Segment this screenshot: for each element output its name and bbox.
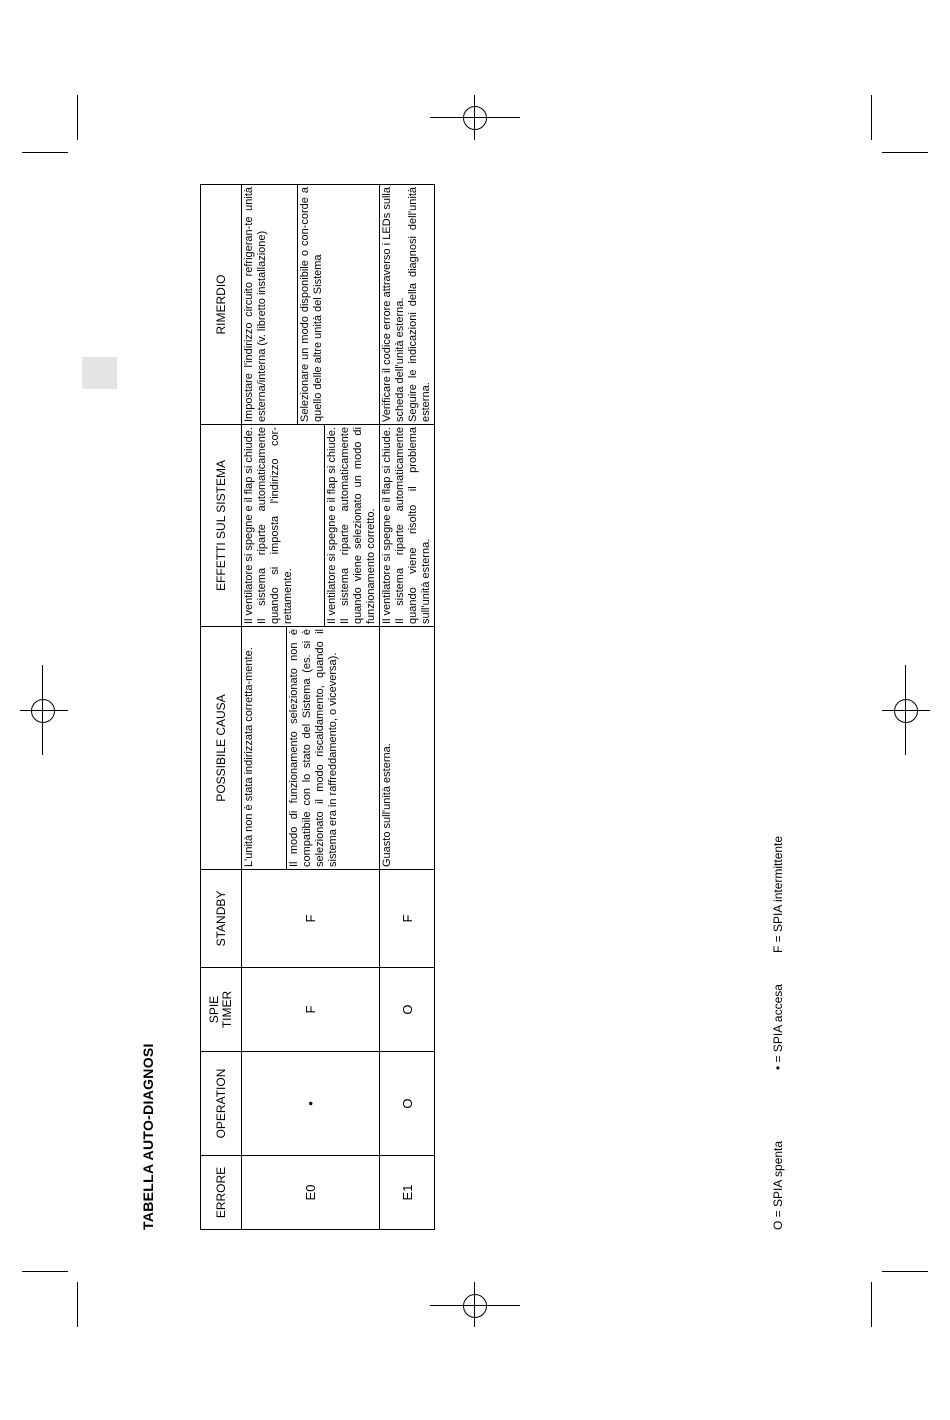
- causa-cell: [380, 627, 435, 870]
- rotated-page-content: [138, 185, 823, 1230]
- timer-led: O: [380, 968, 435, 1052]
- legend-blink: F = SPIA intermittente: [771, 835, 785, 953]
- crop-mark: [22, 1271, 68, 1272]
- standby-led: F: [242, 870, 380, 968]
- page-title: TABELLA AUTO-DIAGNOSI: [140, 1043, 156, 1230]
- rimedio-text: Verificare il codice errore attraverso i LEDs sulla scheda dell'unità esterna. Seguire le indicazioni della diagnosi dell'unità esterna.: [381, 187, 432, 422]
- crop-mark: [77, 1282, 78, 1327]
- header-standby: STANDBY: [201, 870, 242, 968]
- effetti-cell: [242, 425, 380, 627]
- page-tab-marker: [82, 357, 117, 389]
- header-rimedio: RIMERDIO: [201, 185, 242, 425]
- standby-led: F: [380, 870, 435, 968]
- effetti-cell: [380, 425, 435, 627]
- crop-mark: [882, 1271, 928, 1272]
- rimedio-text: Selezionare un modo disponibile o con-corde a quello delle altre unità del Sistema: [299, 187, 324, 422]
- header-operation: OPERATION: [201, 1052, 242, 1156]
- error-code: E1: [380, 1156, 435, 1230]
- effetti-text: Il ventilatore si spegne e il flap si chiude. Il sistema riparte automaticamente quando si imposta l'indirizzo cor-rettamente.: [243, 427, 294, 624]
- diagnosis-table: [200, 184, 435, 1230]
- crop-mark: [22, 152, 68, 153]
- causa-text: Il modo di funzionamento selezionato non è compatibile con lo stato del Sistema (es. si è selezionato il modo riscaldamento, quando il sistema era in raffreddamento, o viceversa).: [288, 629, 339, 867]
- error-code: E0: [242, 1156, 380, 1230]
- causa-text: Guasto sull'unità esterna.: [381, 743, 393, 867]
- operation-led: O: [380, 1052, 435, 1156]
- table-header-row: [201, 185, 242, 1230]
- operation-led: •: [242, 1052, 380, 1156]
- header-causa: POSSIBILE CAUSA: [201, 627, 242, 870]
- table-row-e0: [242, 185, 380, 1230]
- rimedio-cell: [380, 185, 435, 425]
- effetti-text: Il ventilatore si spegne e il flap si chiude. Il sistema riparte automaticamente quando viene risolto il problema sull'unità esterna.: [381, 427, 432, 624]
- rimedio-text: Impostare l'indirizzo circuito refrigeran-te unità esterna/interna (v. libretto installazione): [243, 187, 268, 422]
- legend-off: O = SPIA spenta: [771, 1140, 785, 1230]
- table-row-e1: [380, 185, 435, 1230]
- effetti-text: Il ventilatore si spegne e il flap si chiude. Il sistema riparte automaticamente quando viene selezionato un modo di funzionamento corretto.: [326, 427, 377, 624]
- causa-cell: [242, 627, 380, 870]
- header-timer: SPIE TIMER: [201, 968, 242, 1052]
- crop-mark: [77, 95, 78, 140]
- timer-led: F: [242, 968, 380, 1052]
- legend-on: • = SPIA accesa: [771, 984, 785, 1070]
- causa-text: L'unità non è stata indirizzata corretta-mente.: [243, 647, 255, 867]
- crop-mark: [871, 95, 872, 140]
- header-errore: ERRORE: [201, 1156, 242, 1230]
- crop-mark: [882, 152, 928, 153]
- crop-mark: [871, 1282, 872, 1327]
- header-effetti: EFFETTI SUL SISTEMA: [201, 425, 242, 627]
- rimedio-cell: [242, 185, 380, 425]
